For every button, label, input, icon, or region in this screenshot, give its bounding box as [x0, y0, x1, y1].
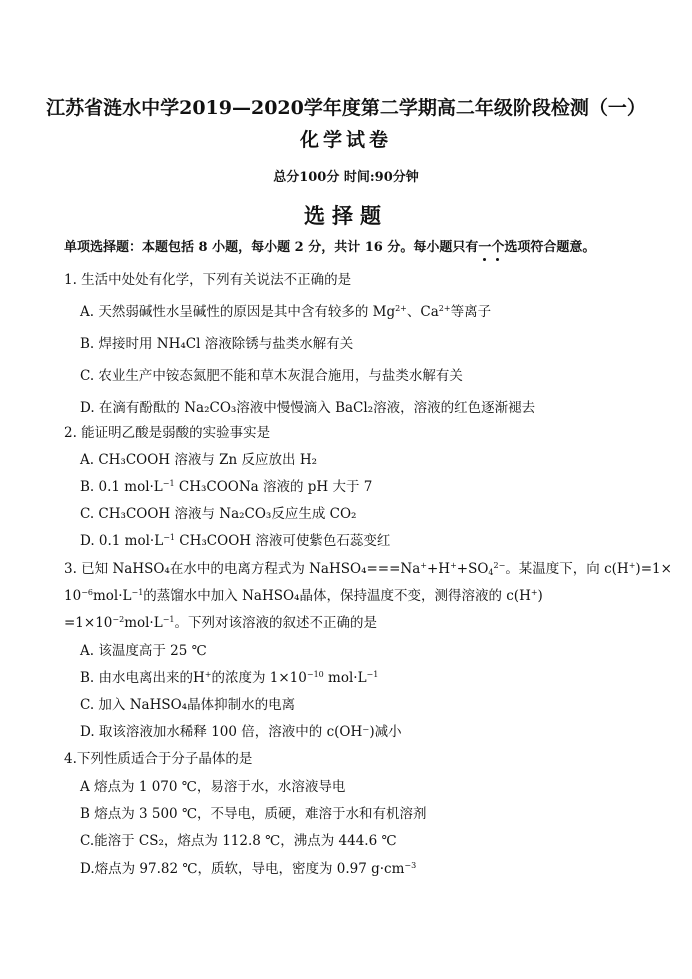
question-1-stem: 1. 生活中处处有化学，下列有关说法不正确的是	[64, 272, 352, 288]
stem-text: +H	[426, 561, 451, 577]
superscript: +	[450, 561, 457, 570]
stem-text: =1×10	[64, 615, 113, 631]
emphasis-dot-2: 个	[491, 236, 504, 255]
option-text: D. 0.1 mol·L	[80, 533, 164, 549]
superscript: −6	[81, 588, 93, 597]
question-2-option-b	[80, 475, 372, 495]
stem-text: 的蒸馏水中加入 NaHSO₄晶体，保持温度不变，测得溶液的 c(H	[143, 588, 531, 604]
option-text: 的浓度为 1×10	[211, 670, 307, 686]
stem-text: )	[537, 588, 543, 604]
question-1-option-a	[80, 300, 491, 320]
superscript: −1	[163, 533, 175, 542]
superscript: +	[628, 561, 636, 570]
section-heading: 选择题	[304, 203, 388, 228]
question-3-option-c: C. 加入 NaHSO₄晶体抑制水的电离	[80, 697, 296, 713]
question-2-option-a: A. CH₃COOH 溶液与 Zn 反应放出 H₂	[80, 452, 318, 468]
question-4-option-b: B 熔点为 3 500 ℃，不导电，质硬，难溶于水和有机溶剂	[80, 806, 427, 822]
stem-text: +SO	[456, 561, 489, 577]
option-text: B. 0.1 mol·L	[80, 479, 163, 495]
question-1-option-b: B. 焊接时用 NH₄Cl 溶液除锈与盐类水解有关	[80, 336, 354, 352]
superscript: +	[420, 561, 427, 570]
superscript: −1	[162, 479, 175, 488]
section-instructions	[64, 236, 595, 255]
stem-text: 10	[64, 588, 82, 604]
superscript: +	[530, 588, 538, 597]
option-text: A. 天然弱碱性水呈碱性的原因是其中含有较多的 Mg	[80, 304, 396, 320]
question-1-option-c: C. 农业生产中铵态氮肥不能和草木灰混合施用，与盐类水解有关	[80, 368, 463, 384]
question-2-stem: 2. 能证明乙酸是弱酸的实验事实是	[64, 425, 271, 441]
stem-text: mol·L	[124, 615, 163, 631]
option-text: D.熔点为 97.82 ℃，质软，导电，密度为 0.97 g·cm	[80, 861, 405, 877]
superscript: 2+	[395, 304, 407, 313]
superscript: 2−	[493, 561, 506, 570]
superscript: −10	[306, 670, 324, 679]
question-2-option-d	[80, 529, 390, 549]
emphasis-dot-1: 一	[478, 236, 491, 255]
superscript: −2	[112, 615, 125, 624]
question-3-option-b	[80, 666, 378, 686]
superscript: −1	[131, 588, 144, 597]
stem-text: mol·L	[92, 588, 132, 604]
superscript: −3	[404, 861, 417, 870]
question-3-option-a: A. 该温度高于 25 ℃	[80, 643, 207, 659]
superscript: 2+	[438, 304, 451, 313]
superscript: +	[204, 670, 212, 679]
instructions-text: 单项选择题：本题包括 8 小题，每小题 2 分，共计 16 分。每小题只有	[64, 240, 479, 255]
option-text: mol·L	[323, 670, 367, 686]
stem-text: 3. 已知 NaHSO₄在水中的电离方程式为 NaHSO₄===Na	[64, 561, 421, 577]
question-4-stem: 4.下列性质适合于分子晶体的是	[64, 751, 253, 767]
question-4-option-a: A 熔点为 1 070 ℃，易溶于水，水溶液导电	[80, 779, 346, 795]
question-3-stem-line-1	[64, 557, 672, 577]
question-4-option-c: C.能溶于 CS₂，熔点为 112.8 ℃，沸点为 444.6 ℃	[80, 833, 397, 849]
instructions-tail: 选项符合题意。	[504, 240, 596, 255]
question-4-option-d	[80, 857, 416, 877]
score-time: 总分100分 时间:90分钟	[273, 170, 419, 185]
superscript: −1	[366, 670, 379, 679]
question-1-option-d: D. 在滴有酚酞的 Na₂CO₃溶液中慢慢滴入 BaCl₂溶液，溶液的红色逐渐褪去	[80, 400, 536, 416]
option-text: B. 由水电离出来的H	[80, 670, 205, 686]
option-text: CH₃COOH 溶液可使紫色石蕊变红	[175, 533, 391, 549]
question-3-stem-line-2	[64, 584, 543, 604]
stem-text: 。下列对该溶液的叙述不正确的是	[174, 615, 377, 631]
question-3-option-d: D. 取该溶液加水稀释 100 倍，溶液中的 c(OH⁻)减小	[80, 724, 402, 740]
option-text: CH₃COONa 溶液的 pH 大于 7	[174, 479, 373, 495]
paper-subject: 化学试卷	[299, 129, 392, 151]
subscript: 4	[488, 568, 494, 577]
question-2-option-c: C. CH₃COOH 溶液与 Na₂CO₃反应生成 CO₂	[80, 506, 357, 522]
stem-text: )=1×	[635, 561, 672, 577]
stem-text: 。某温度下，向 c(H	[505, 561, 629, 577]
question-3-stem-line-3	[64, 611, 377, 631]
option-text: 、Ca	[406, 304, 439, 320]
option-text: 等离子	[450, 304, 492, 320]
exam-title: 江苏省涟水中学2019—2020学年度第二学期高二年级阶段检测（一）	[46, 97, 646, 119]
superscript: −1	[162, 615, 175, 624]
